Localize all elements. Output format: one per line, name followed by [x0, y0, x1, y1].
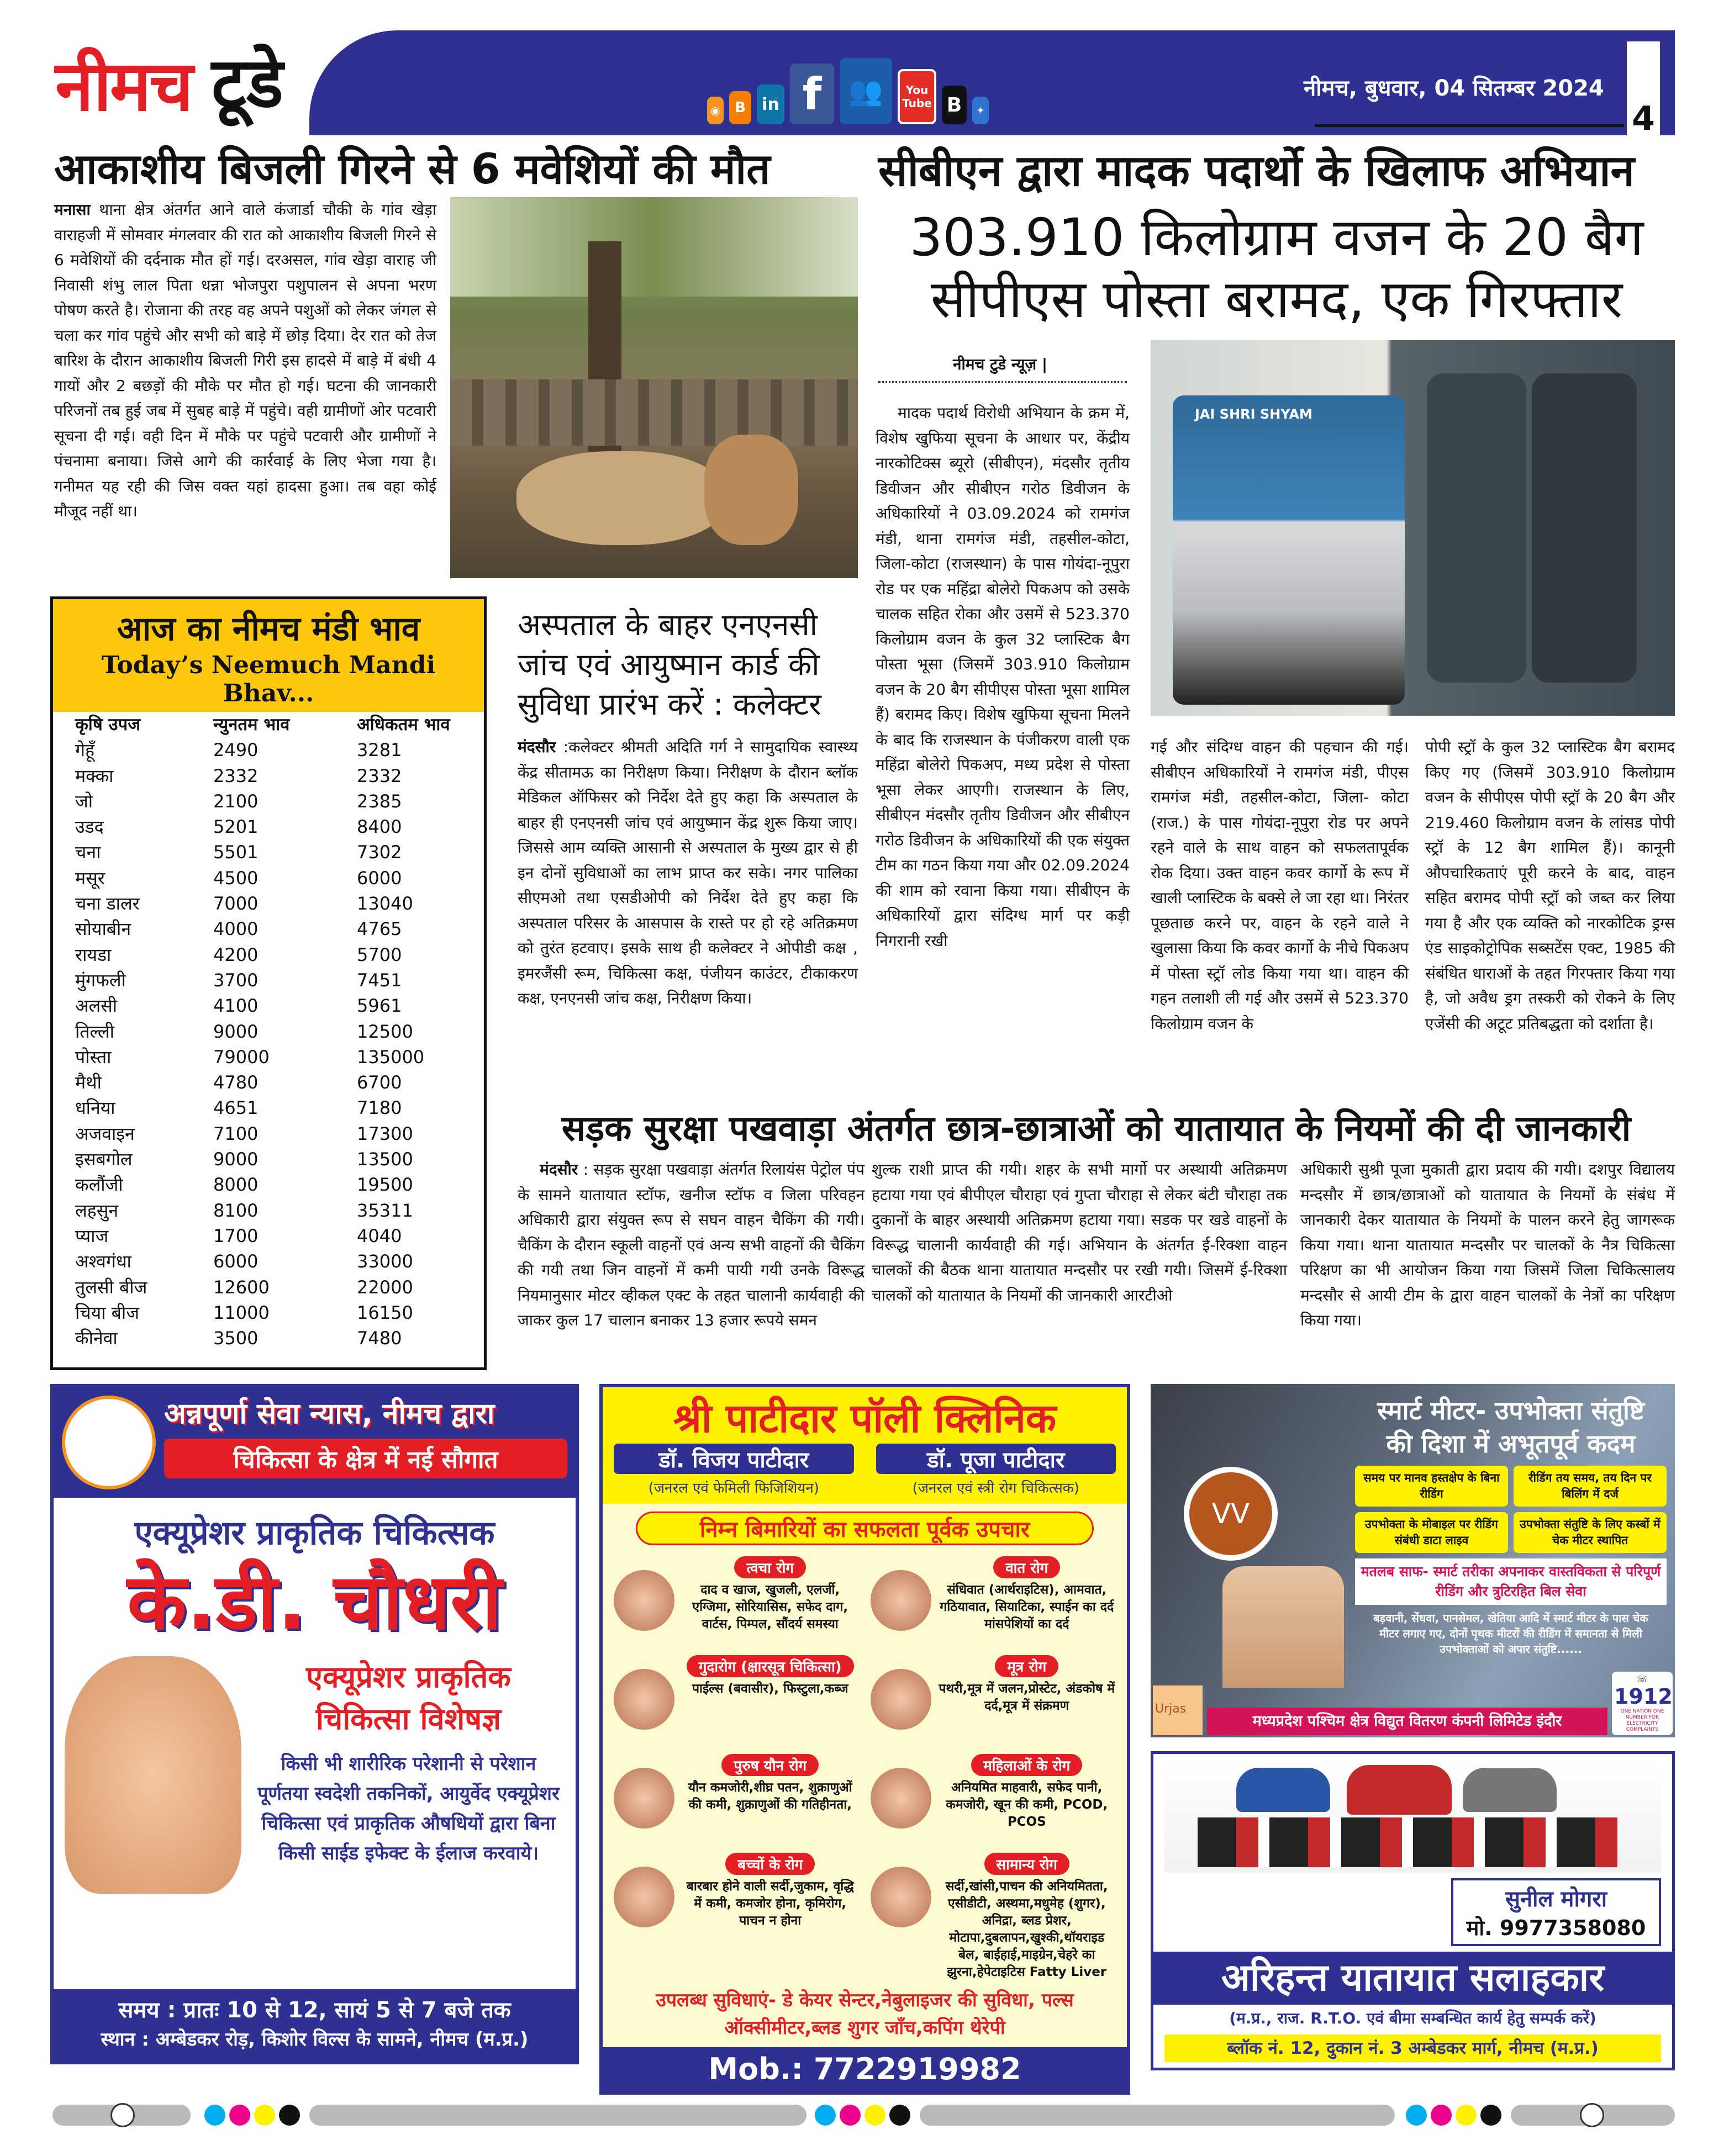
mandi-row	[53, 1325, 484, 1351]
mandi-row	[53, 1121, 484, 1146]
urjas-logo: Urjas	[1153, 1685, 1203, 1735]
clinic-body	[603, 1504, 1127, 2047]
cattle-photo	[450, 197, 858, 578]
phone-icon: ☏	[1636, 1674, 1648, 1684]
min-price: 5201	[213, 816, 259, 838]
treatment-text	[938, 1754, 1116, 1845]
min-price: 4780	[213, 1072, 259, 1093]
social-icons	[707, 58, 989, 124]
doctor-name: डॉ. पूजा पाटीदार	[876, 1444, 1116, 1474]
max-price: 33000	[357, 1251, 413, 1272]
treatment-desc: संधिवात (आर्थराइटिस), आमवात, गठियावात, सियाटिका, स्पाईन का दर्द मांसपेशियों का दर्द	[940, 1583, 1114, 1631]
delicious-icon: ✦	[972, 97, 989, 124]
min-price: 7100	[213, 1123, 259, 1144]
mandi-row	[53, 1172, 484, 1197]
mandi-row	[53, 993, 484, 1018]
mandi-header	[53, 599, 484, 712]
crop-name: पोस्ता	[75, 1046, 112, 1068]
truck-caption: JAI SHRI SHYAM	[1195, 406, 1312, 422]
treatment-item	[871, 1655, 1116, 1746]
ad-header	[54, 1387, 576, 1498]
mandi-title-english: Today’s Neemuch Mandi Bhav...	[101, 651, 436, 707]
logo	[55, 34, 296, 133]
helpline-sub: ONE NATION ONE NUMBER FOR ELECTRICITY COMPLAINTS	[1620, 1709, 1664, 1732]
article-text: :कलेक्टर श्रीमती अदिति गर्ग ने सामुदायिक स्वास्थ्य केंद्र सीतामऊ का निरीक्षण किया। निरीक्षण के दौरान ब्लॉक मेडिकल ऑफिसर को निर्देश देते हुए कहा कि अस्पताल के बाहर ही एनएनसी जांच एवं आयुष्मान केंद्र शुरू किया जाए। जिससे आम व्यक्ति आसानी से अस्पताल के मुख्य द्वार से ही इन दोनों सुविधाओं का लाभ प्राप्त कर सके। नगर पालिका सीएमओ तथा एसडीओपी को निर्देश देते हुए कहा कि अस्पताल परिसर के आसपास के रास्ते पर हो रहे अतिक्रमण को तुरंत हटवाए। इसके साथ ही कलेक्टर ने ओपीडी कक्ष , इमरजैंसी रूम, चिकित्सा कक्ष, पंजीयन काउंटर, टीकाकरण कक्ष, एनएनसी जांच कक्ष, निरीक्षण किया।	[518, 738, 858, 1007]
article-road-col2: शुल्क राशी प्राप्त की गयी। शहर के सभी मार्गो पर अस्थायी अतिक्रमण हटाया गया एवं बीपीएल चौराहा एवं गुप्ता चौराहा से लेकर बंटी चौराहा तक दुकानों के बाहर अस्थायी अतिक्रमण हटाया गया। सडक पर खडे वाहनों के विरूद्ध चालानी कार्यवाही की गई। अभियान के अंतर्गत ई-रिक्शा वाहन चालकों की बैठक थाना यातायात मन्दसौर पर रखी गयी। जिसमें ई-रिक्शा चालकों को यातायात के नियमों की जानकारी आरटीओ	[872, 1160, 1287, 1304]
ad-line: एक्यूप्रेशर प्राकृतिक	[306, 1660, 511, 1694]
treatment-title: मूत्र रोग	[995, 1655, 1058, 1677]
ad-line: अन्नपूर्णा सेवा न्यास, नीमच द्वारा	[164, 1397, 495, 1430]
article-cbn-col3: पोपी स्ट्रॉ के कुल 32 प्लास्टिक बैग बरामद किए गए (जिसमें 303.910 किलोग्राम वजन के सीपीएस पोपी स्ट्रॉ के 20 बैग और 219.460 किलोग्राम वजन के लांसड पोपी स्ट्रॉ के 12 बैग शामिल हैं)। कानूनी औपचारिकताएं पूरी करने के बाद, वाहन सहित बरामद पोपी स्ट्रॉ को जब्त कर लिया गया है और एक व्यक्ति को नारकोटिक ड्रग्स एंड साइकोट्रोपिक सब्सटेंस एक्ट, 1985 की संबंधित धाराओं के तहत गिरफ्तार किया गया है, जो अवैध ड्रग तस्करी को रोकने के लिए एजेंसी की अटूट प्रतिबद्धता को दर्शाता है।	[1425, 738, 1675, 1033]
max-price: 17300	[357, 1123, 413, 1144]
transport-title: अरिहन्त यातायात सलाहकार	[1153, 1952, 1672, 2005]
crop-name: तिल्ली	[75, 1021, 114, 1042]
mandi-price-box	[50, 596, 487, 1370]
crop-name: अजवाइन	[75, 1123, 135, 1144]
treatment-item	[614, 1556, 860, 1647]
min-price: 8000	[213, 1174, 259, 1196]
treatment-title: महिलाओं के रोग	[971, 1754, 1082, 1776]
transport-subtitle: (म.प्र., राज. R.T.O. एवं बीमा सम्बन्धित कार्य हेतु सम्पर्क करें)	[1229, 2009, 1596, 2027]
issue-date: नीमच, बुधवार, 04 सितम्बर 2024	[1304, 76, 1604, 101]
clinic-mobile: Mob.: 7722919982	[603, 2047, 1127, 2091]
min-price: 12600	[213, 1276, 270, 1298]
crop-name: मैथी	[75, 1072, 102, 1093]
headline-lightning: आकाशीय बिजली गिरने से 6 मवेशियों की मौत	[54, 144, 771, 193]
ad-acupressure	[50, 1384, 579, 2064]
vv-logo: VV	[1184, 1467, 1278, 1561]
facilities: उपलब्ध सुविधाएं- डे केयर सेन्टर,नेबुलाइजर की सुविधा, पल्स ऑक्सीमीटर,ब्लड शुगर जाँच,कपिंग थेरेपी	[656, 1989, 1074, 2039]
crop-name: सोयाबीन	[75, 918, 131, 940]
max-price: 6700	[357, 1072, 402, 1093]
max-price: 13040	[357, 893, 413, 915]
ad-clinic	[599, 1384, 1130, 2095]
treatment-text	[938, 1556, 1116, 1647]
mandi-title: आज का नीमच मंडी भाव	[117, 610, 420, 648]
max-price: 6000	[357, 867, 402, 889]
min-price: 79000	[213, 1046, 270, 1068]
black-dot	[889, 2105, 910, 2126]
max-price: 13500	[357, 1149, 413, 1170]
linkedin-icon: in	[757, 84, 784, 124]
mandi-table-body	[53, 737, 484, 1351]
crop-name: चना	[75, 842, 101, 863]
max-price: 2332	[357, 765, 402, 786]
cyan-dot	[815, 2105, 836, 2126]
ad-timing: समय : प्रातः 10 से 12, सायं 5 से 7 बजे तक	[118, 1998, 511, 2023]
registration-mark-icon	[1580, 2103, 1604, 2127]
min-price: 5501	[213, 842, 259, 863]
magenta-dot	[229, 2105, 250, 2126]
magenta-dot	[840, 2105, 861, 2126]
max-price: 7180	[357, 1097, 402, 1119]
min-price: 3700	[213, 969, 259, 991]
article-road-col3: अधिकारी सुश्री पूजा मुकाती द्वारा प्रदाय की गयी। दशपुर विद्यालय मन्दसौर में छात्र/छात्राओं को यातायात के नियमों के संबंध में जानकारी देकर यातायात के नियमों के पालन करने हेतु जागरूक किया गया। थाना यातायात मन्दसौर पर चालकों के नैत्र चिकित्सा परिक्षण का भी आयोजन किया गया जिसमें जिला चिकित्सालय मन्दसौर से आयी टीम के द्वारा वाहन चालकों के नेत्रों का परिक्षण किया गया।	[1300, 1160, 1675, 1329]
crop-name: चना डालर	[75, 893, 140, 915]
column-header: कृषि उपज	[75, 715, 141, 734]
treatment-item	[871, 1556, 1116, 1647]
max-price: 22000	[357, 1276, 413, 1298]
treatment-image	[614, 1570, 674, 1631]
crop-name: मसूर	[75, 867, 105, 889]
ad-address: स्थान : अम्बेडकर रोड़, किशोर विल्स के सामने, नीमच (म.प्र.)	[101, 2028, 529, 2051]
dateline: मंदसौर	[540, 1160, 578, 1179]
mandi-row	[53, 1275, 484, 1300]
blogger-icon: B	[729, 91, 751, 124]
treatment-image	[614, 1768, 674, 1829]
treatment-item	[871, 1853, 1116, 1981]
helpline-badge	[1612, 1672, 1673, 1735]
logo-part2: टूडे	[199, 34, 296, 133]
mandi-row	[53, 814, 484, 839]
treatment-image	[614, 1867, 674, 1927]
yellow-dot	[864, 2105, 885, 2126]
cyan-dot	[204, 2105, 225, 2126]
crop-name: कीनेवा	[75, 1328, 118, 1349]
article-road-col1	[518, 1157, 864, 1333]
min-price: 3500	[213, 1328, 259, 1349]
max-price: 4040	[357, 1225, 402, 1246]
smart-meter-para: बड़वानी, सेंधवा, पानसेमल, खेतिया आदि में स्मार्ट मीटर के पास चेक मीटर लगाए गए, दोनों पृथक मीटरों की रीडिंग में समानता से मिली उपभोक्ताओं को अपार संतुष्टि......	[1373, 1611, 1648, 1656]
crop-name: अलसी	[75, 995, 118, 1017]
article-cbn-col2: गई और संदिग्ध वाहन की पहचान की गई। सीबीएन अधिकारियों ने रामगंज मंडी, पीएस रामगंज मंडी, तहसील-कोटा, जिला- कोटा (राज.) के पास गोयंदा-नूपुरा रोड पर अपने रहने वाले के साथ वाहन को सफलतापूर्वक रोक दिया। उक्त वाहन कवर कार्गो के रूप में खाली प्लास्टिक के बक्से ले जा रहा था। निरंतर पूछताछ करने पर, वाहन के रहने वाले ने खुलासा किया कि कवर कार्गो के नीचे पिकअप में पोस्ता स्ट्रॉ लोड किया गया था। वाहन की गहन तलाशी ली गई और उसमें से 523.370 किलोग्राम वजन के	[1151, 738, 1409, 1033]
max-price: 7302	[357, 842, 402, 863]
crop-name: उडद	[75, 816, 104, 838]
registration-strip	[920, 2105, 1395, 2126]
headline-hospital: अस्पताल के बाहर एनएनसी जांच एवं आयुष्मान कार्ड की सुविधा प्रारंभ करें : कलेक्टर	[518, 607, 821, 722]
min-price: 2100	[213, 790, 259, 812]
dateline: मंदसौर	[518, 738, 556, 756]
byline: नीमच टुडे न्यूज़ |	[953, 355, 1048, 373]
max-price: 3281	[357, 739, 402, 761]
crop-name: तुलसी बीज	[75, 1276, 147, 1298]
contact-name: सुनील मोगरा	[1505, 1886, 1607, 1912]
treatment-image	[871, 1570, 931, 1631]
ad-line: स्मार्ट मीटर- उपभोक्ता संतुष्टि	[1377, 1396, 1644, 1425]
treatment-image	[614, 1669, 674, 1730]
specialty	[252, 1656, 565, 1740]
discom-footer: मध्यप्रदेश पश्चिम क्षेत्र विद्युत वितरण कंपनी लिमिटेड इंदौर	[1207, 1708, 1607, 1735]
registration-strip	[309, 2105, 806, 2126]
finger-image	[1222, 1566, 1344, 1688]
treatment-title: बच्चों के रोग	[725, 1853, 815, 1875]
article-text: : सड़क सुरक्षा पखवाड़ा अंतर्गत रिलायंस पेट्रोल पंप के सामने यातायात स्टॉफ, खनीज स्टॉफ व जिला परिवहन अधिकारी द्वारा संयुक्त रूप से सघन वाहन चैकिंग की गयी। चैकिंग के दौरान स्कूली वाहनों एवं अन्य सभी वाहनों की चैकिंग की गयी तथा जिन वाहनों में कमी पायी गयी उनके विरूद्ध नियमानुसार मोटर व्हीकल एक्ट के तहत चालानी कार्यवाही की जाकर कुल 17 चालान बनाकर 13 हजार रूपये समन	[518, 1160, 864, 1329]
clinic-title: श्री पाटीदार पॉली क्लिनिक	[673, 1395, 1057, 1441]
treatment-list	[603, 1545, 1127, 1986]
treatment-desc: पाईल्स (बवासीर), फिस्टुला,कब्ज	[692, 1682, 848, 1696]
doctor-name: डॉ. विजय पाटीदार	[614, 1444, 854, 1474]
crop-name: चिया बीज	[75, 1302, 139, 1323]
yellow-dot	[1456, 2105, 1477, 2126]
yellow-dot	[254, 2105, 275, 2126]
treatment-desc: अनियमित माहवारी, सफेद पानी, कमजोरी, खून की कमी, PCOD, PCOS	[946, 1780, 1108, 1829]
seizure-photo	[1151, 340, 1675, 716]
min-price: 7000	[213, 893, 259, 915]
treatment-image	[871, 1768, 931, 1829]
mandi-row	[53, 789, 484, 814]
crop-name: मक्का	[75, 765, 114, 786]
article-lightning-body	[54, 197, 436, 524]
mandi-row	[53, 1146, 484, 1172]
ad-line: चिकित्सा विशेषज्ञ	[315, 1701, 502, 1736]
print-registration-bar	[0, 2103, 1729, 2128]
mandi-row	[53, 865, 484, 891]
myspace-icon: 👥	[840, 58, 892, 124]
smart-meter-title	[1355, 1394, 1667, 1460]
treatment-item	[614, 1754, 860, 1845]
crop-name: धनिया	[75, 1097, 115, 1119]
facebook-icon: f	[790, 64, 834, 124]
mandi-row	[53, 763, 484, 789]
treatment-text	[681, 1754, 860, 1845]
max-price: 7451	[357, 969, 402, 991]
clinic-header	[603, 1387, 1127, 1504]
mandi-row	[53, 916, 484, 942]
mandi-row	[53, 1198, 484, 1223]
treatment-text	[681, 1853, 860, 1981]
column-header: अधिकतम भाव	[357, 715, 450, 734]
crop-name: प्याज	[75, 1225, 109, 1246]
max-price: 4765	[357, 918, 402, 940]
headline-road-safety: सड़क सुरक्षा पखवाड़ा अंतर्गत छात्र-छात्राओं को यातायात के नियमों की दी जानकारी	[561, 1108, 1631, 1149]
contact-box	[1451, 1878, 1661, 1946]
mandi-row	[53, 839, 484, 865]
mandi-row	[53, 1070, 484, 1095]
min-price: 2332	[213, 765, 259, 786]
trust-logo	[62, 1396, 156, 1489]
crop-name: कलौंजी	[75, 1174, 123, 1196]
max-price: 5700	[357, 944, 402, 965]
feature-box: समय पर मानव हस्तक्षेप के बिना रीडिंग	[1355, 1466, 1508, 1507]
feature-box: उपभोक्ता के मोबाइल पर रीडिंग संबंधी डाटा लाइव	[1355, 1512, 1508, 1553]
min-price: 4100	[213, 995, 259, 1017]
crop-name: लहसुन	[75, 1199, 119, 1221]
max-price: 135000	[357, 1046, 425, 1068]
doctor-role: (जनरल एवं फेमिली फिजिशियन)	[648, 1480, 819, 1497]
crop-name: मुंगफली	[75, 969, 126, 991]
article-text: थाना क्षेत्र अंतर्गत आने वाले कंजार्डा चौकी के गांव खेड़ा वाराहजी में सोमवार मंगलवार की रात को आकाशीय बिजली गिरने से 6 मवेशियों की दर्दनाक मौत हों गई। दरअसल, गांव खेड़ा वाराह जी निवासी शंभु लाल पिता धन्ना भोजपुरा पशुपालन से अपना भरण पोषण करते है। रोजाना की तरह वह अपने पशुओं को लेकर जंगल से चला कर गांव पहुंचे और सभी को बाड़े में छोड़ दिया। देर रात को तेज बारिश के दौरान आकाशीय बिजली गिरी इस हादसे में बाड़े में बंधी 4 गायों और 2 बछड़ों की मौके पर मौत हो गई। घटना की जानकारी परिजनों तब हुई जब में सुबह बाड़े में पहुंचे। वही ग्रामीणों ओर पटवारी सूचना दी गई। वही दिन में मौके पर पहुंचे पटवारी और ग्रामीणों ने पंचनामा बनाया। जिसे आगे की कार्रवाई के लिए भेजा गया है। गनीमत यह रही की जिस वक्त यहां हादसा हुआ। तब वहा कोई मौजूद नहीं था।	[54, 200, 436, 520]
headline-cbn: सीबीएन द्वारा मादक पदार्थो के खिलाफ अभियान	[878, 146, 1635, 196]
smart-meter-visual	[1151, 1384, 1350, 1672]
treatment-title: सामान्य रोग	[984, 1853, 1069, 1875]
max-price: 16150	[357, 1302, 413, 1323]
treatment-title: त्वचा रोग	[734, 1556, 806, 1578]
vehicles-image	[1164, 1762, 1661, 1873]
rss-icon: ◉	[707, 97, 724, 124]
min-price: 8100	[213, 1199, 259, 1221]
youtube-icon: You Tube	[898, 69, 936, 124]
subhead-line: सीपीएस पोस्ता बरामद, एक गिरफ्तार	[930, 270, 1623, 330]
article-hospital-body	[518, 734, 858, 1011]
min-price: 2490	[213, 739, 259, 761]
magenta-dot	[1431, 2105, 1452, 2126]
cyan-dot	[1406, 2105, 1427, 2126]
max-price: 35311	[357, 1199, 413, 1221]
black-dot	[1480, 2105, 1501, 2126]
treatment-title: वात रोग	[993, 1556, 1060, 1578]
treatment-desc: यौन कमजोरी,शीघ्र पतन, शुक्राणुओं की कमी, शुक्राणुओं की गतिहीनता,	[688, 1780, 852, 1812]
treatment-image	[871, 1669, 931, 1730]
transport-address: ब्लॉक नं. 12, दुकान नं. 3 अम्बेडकर मार्ग, नीमच (म.प्र.)	[1164, 2035, 1661, 2062]
hand-chart-image	[65, 1656, 241, 1894]
dateline: मनासा	[54, 200, 91, 219]
treatment-banner: निम्न बिमारियों का सफलता पूर्वक उपचार	[636, 1512, 1094, 1545]
divider	[878, 381, 1127, 383]
mandi-row	[53, 1095, 484, 1121]
treatment-text	[938, 1655, 1116, 1746]
divider	[1315, 124, 1624, 127]
crop-name: गेहूँ	[75, 739, 95, 761]
mandi-row	[53, 1300, 484, 1325]
feature-box: रीडिंग तय समय, तय दिन पर बिलिंग में दर्ज	[1514, 1466, 1667, 1507]
min-price: 9000	[213, 1021, 259, 1042]
max-price: 8400	[357, 816, 402, 838]
mandi-table-header	[53, 712, 484, 737]
mandi-row	[53, 737, 484, 763]
treatment-desc: पथरी,मूत्र में जलन,प्रोस्टेट, अंडकोष में दर्द,मूत्र में संक्रमण	[939, 1682, 1115, 1713]
max-price: 2385	[357, 790, 402, 812]
crop-name: जो	[75, 790, 93, 812]
treatment-text	[938, 1853, 1116, 1981]
min-price: 9000	[213, 1149, 259, 1170]
treatment-text	[681, 1655, 860, 1746]
max-price: 19500	[357, 1174, 413, 1196]
smart-meter-tagline: मतलब साफ- स्मार्ट तरीका अपनाकर वास्तविकता से परिपूर्ण रीडिंग और त्रुटिरहित बिल सेवा	[1355, 1558, 1667, 1605]
min-price: 1700	[213, 1225, 259, 1246]
ad-line: चिकित्सा के क्षेत्र में नई सौगात	[164, 1439, 567, 1478]
article-cbn-col1: मादक पदार्थ विरोधी अभियान के क्रम में, विशेष खुफिया सूचना के आधार पर, केंद्रीय नारकोटिक्स ब्यूरो (सीबीएन), मंदसौर तृतीय डिवीजन और सीबीएन गरोठ डिवीजन के अधिकारियों ने 03.09.2024 को रामगंज मंडी, थाना रामगंज मंडी, तहसील-कोटा, जिला-कोटा (राजस्थान) के पास गोयंदा-नूपुरा रोड पर एक महिंद्रा बोलेरो पिकअप को उसके चालक सहित रोका और उसमें से 523.370 किलोग्राम वजन के कुल 32 प्लास्टिक बैग पोस्ता भूसा (जिसमें 303.910 किलोग्राम वजन के 20 बैग सीपीएस पोस्ता भूसा शामिल हैं) बरामद किए। विशेष खुफिया सूचना मिलने के बाद कि राजस्थान के पंजीकरण वाली एक महिंद्रा बोलेरो पिकअप, मध्य प्रदेश से पोस्ता भूसा लेकर आएगी। राजस्थान के लिए, सीबीएन मंदसौर तृतीय डिवीजन और सीबीएन गरोठ डिवीजन के अधिकारियों की एक संयुक्त टीम का गठन किया गया और 02.09.2024 की शाम को रवाना किया गया। सीबीएन के अधिकारियों द्वारा संदिग्ध मार्ग पर कड़ी निगरानी रखी	[876, 404, 1130, 950]
min-price: 4500	[213, 867, 259, 889]
crop-name: रायडा	[75, 944, 112, 965]
helpline-number: 1912	[1614, 1684, 1673, 1709]
page-number: 4	[1632, 99, 1655, 138]
subhead-cbn	[878, 207, 1675, 331]
ad-smart-meter	[1151, 1384, 1675, 1737]
logo-part1: नीमच	[55, 46, 192, 127]
doctor-role: (जनरल एवं स्त्री रोग चिकित्सक)	[912, 1480, 1079, 1497]
crop-name: इसबगोल	[75, 1149, 133, 1170]
column-header: न्युनतम भाव	[213, 715, 290, 734]
treatment-title: पुरुष यौन रोग	[721, 1754, 819, 1776]
black-dot	[279, 2105, 300, 2126]
treatment-item	[614, 1655, 860, 1746]
mandi-row	[53, 1019, 484, 1044]
crop-name: अश्वगंधा	[75, 1251, 131, 1272]
ad-description: किसी भी शारीरिक परेशानी से परेशान पूर्णतया स्वदेशी तकनिकों, आयुर्वेद एक्यूप्रेशर चिकित्सा एवं प्राकृतिक औषधियों द्वारा बिना किसी साईड इफेक्ट के ईलाज करवाये।	[257, 1753, 560, 1864]
doctor-name: के.डी. चौधरी	[127, 1557, 502, 1647]
bebo-icon: B	[942, 86, 967, 124]
subhead-line: 303.910 किलोग्राम वजन के 20 बैग	[909, 208, 1644, 268]
min-price: 6000	[213, 1251, 259, 1272]
mandi-row	[53, 968, 484, 993]
treatment-image	[871, 1867, 931, 1927]
mandi-row	[53, 942, 484, 968]
ad-transport	[1151, 1751, 1675, 2070]
min-price: 4651	[213, 1097, 259, 1119]
treatment-text	[681, 1556, 860, 1647]
min-price: 11000	[213, 1302, 270, 1323]
treatment-item	[871, 1754, 1116, 1845]
ad-line: की दिशा में अभूतपूर्व कदम	[1386, 1429, 1636, 1459]
ad-footer	[54, 1989, 576, 2061]
max-price: 7480	[357, 1328, 402, 1349]
treatment-desc: सर्दी,खांसी,पाचन की अनियमितता, एसीडीटी, अस्थमा,मधुमेह (शुगर), अनिद्रा, ब्लड प्रेशर, मोटापा,दुबलापन,खुश्की,थॉयराइड बेल, बाईहाई,माइग्रेन,चेहरे का झुरना,हेपेटाइटिस Fatty Liver	[945, 1879, 1108, 1979]
ad-line: एक्यूप्रेशर प्राकृतिक चिकित्सक	[134, 1514, 495, 1552]
feature-grid	[1355, 1466, 1667, 1553]
max-price: 12500	[357, 1021, 413, 1042]
min-price: 4200	[213, 944, 259, 965]
feature-box: उपभोक्ता संतुष्टि के लिए कस्बों में चेक मीटर स्थापित	[1514, 1512, 1667, 1553]
mandi-row	[53, 891, 484, 916]
treatment-desc: बारबार होने वाली सर्दी,जुकाम, वृद्धि में कमी, कमजोर होना, कृमिरोग, पाचन न होना	[686, 1879, 854, 1928]
treatment-title: गुदारोग (क्षारसूत्र चिकित्सा)	[687, 1655, 854, 1677]
mandi-row	[53, 1223, 484, 1249]
min-price: 4000	[213, 918, 259, 940]
mandi-row	[53, 1044, 484, 1070]
treatment-item	[614, 1853, 860, 1981]
contact-phone: मो. 9977358080	[1466, 1916, 1646, 1940]
treatment-desc: दाद व खाज, खुजली, एलर्जी, एग्जिमा, सोरियासिस, सफेद दाग, वार्टस, पिम्पल, सौंदर्य समस्या	[692, 1583, 848, 1631]
registration-mark-icon	[110, 2103, 135, 2127]
mandi-row	[53, 1249, 484, 1274]
max-price: 5961	[357, 995, 402, 1017]
